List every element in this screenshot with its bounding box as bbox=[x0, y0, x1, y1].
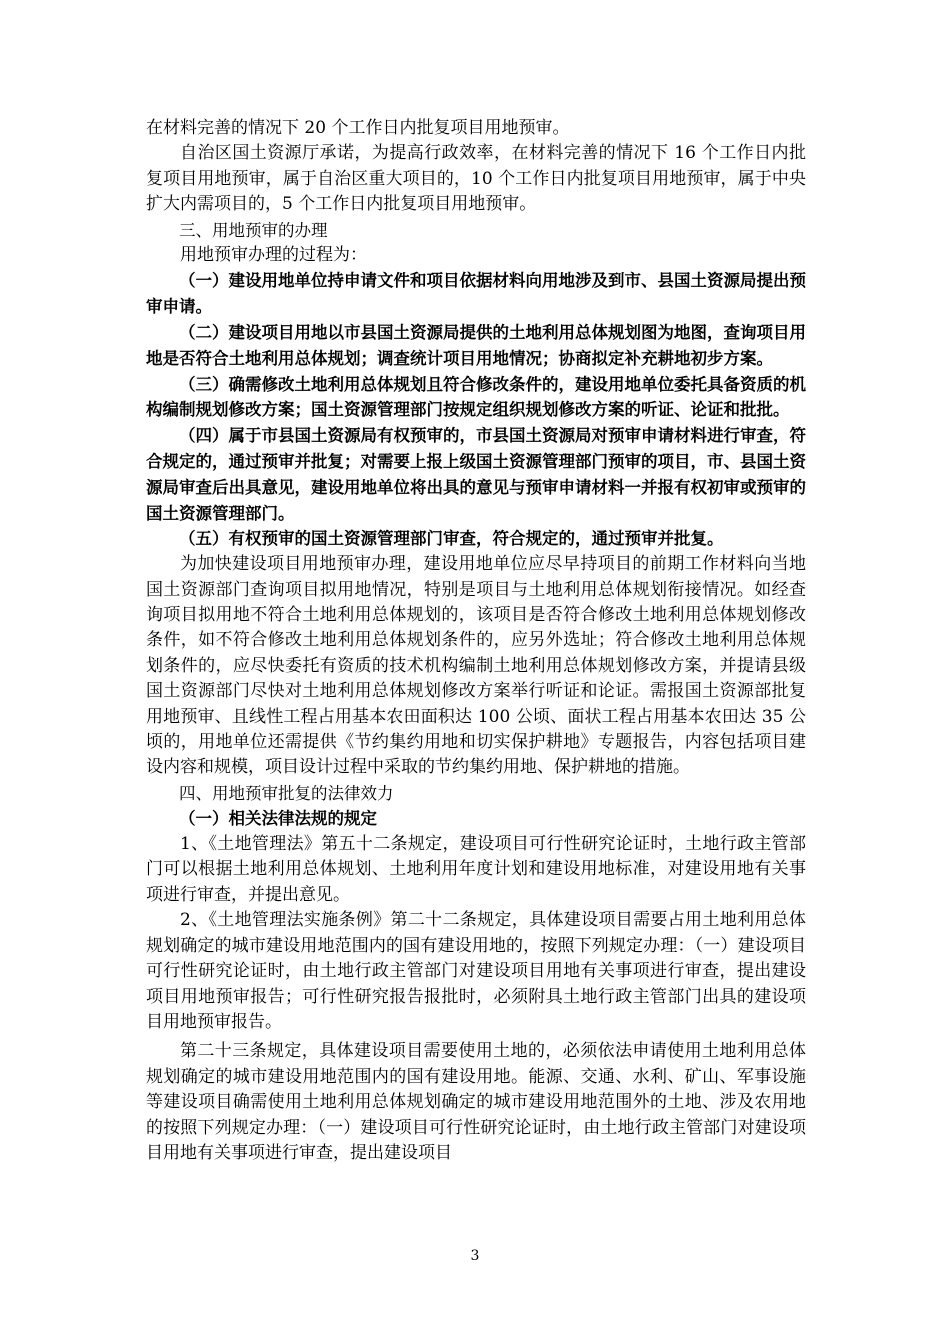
paragraph-13: 2、《土地管理法实施条例》第二十二条规定，具体建设项目需要占用土地利用总体规划确定的城市建设用地范围内的国有建设用地的，按照下列规定办理：（一）建设项目可行性研究论证时，由土地行政主管部门对建设项目用地有关事项进行审查，提出建设项目用地预审报告；可行性研究报告报批时，必须附具土地行政主管部门出具的建设项目用地预审报告。 bbox=[146, 910, 806, 1032]
paragraph-0: 在材料完善的情况下 20 个工作日内批复项目用地预审。 bbox=[146, 118, 570, 138]
section-heading-4: 四、用地预审批复的法律效力 bbox=[179, 783, 394, 803]
page-number: 3 bbox=[470, 1248, 480, 1264]
step-5: （五）有权预审的国土资源管理部门审查，符合规定的，通过预审并批复。 bbox=[179, 529, 724, 549]
step-3: （三）确需修改土地利用总体规划且符合修改条件的，建设用地单位委托具备资质的机构编制规划修改方案；国土资源管理部门按规定组织规划修改方案的听证、论证和批批。 bbox=[146, 374, 806, 420]
section-heading-3: 三、用地预审的办理 bbox=[179, 220, 328, 240]
step-4: （四）属于市县国土资源局有权预审的，市县国土资源局对预审申请材料进行审查，符合规定的，通过预审并批复；对需要上报上级国土资源管理部门预审的项目，市、县国土资源局审查后出具意见，建设用地单位将出具的意见与预审申请材料一并报有权初审或预审的国土资源管理部门。 bbox=[146, 426, 806, 523]
subsection-heading: （一）相关法律法规的规定 bbox=[179, 809, 377, 829]
paragraph-1: 自治区国土资源厅承诺，为提高行政效率，在材料完善的情况下 16 个工作日内批复项目用地预审，属于自治区重大项目的，10 个工作日内批复项目用地预审，属于中央扩大内需项目的，5 个工作日内批复项目用地预审。 bbox=[146, 143, 806, 215]
document-body bbox=[146, 116, 806, 1166]
paragraph-14: 第二十三条规定，具体建设项目需要使用土地的，必须依法申请使用土地利用总体规划确定的城市建设用地范围内的国有建设用地。能源、交通、水利、矿山、军事设施等建设项目确需使用土地利用总体规划确定的城市建设用地范围外的土地、涉及农用地的按照下列规定办理：（一）建设项目可行性研究论证时，由土地行政主管部门对建设项目用地有关事项进行审查，提出建设项目 bbox=[146, 1041, 806, 1163]
paragraph-12: 1、《土地管理法》第五十二条规定，建设项目可行性研究论证时，土地行政主管部门可以根据土地利用总体规划、土地利用年度计划和建设用地标准，对建设用地有关事项进行审查，并提出意见。 bbox=[146, 834, 806, 905]
paragraph-9: 为加快建设项目用地预审办理，建设用地单位应尽早持项目的前期工作材料向当地国土资源部门查询项目拟用地情况，特别是项目与土地利用总体规划衔接情况。如经查询项目拟用地不符合土地利用总体规划的，该项目是否符合修改土地利用总体规划修改条件，如不符合修改土地利用总体规划条件的，应另外选址；符合修改土地利用总体规划条件的，应尽快委托有资质的技术机构编制土地利用总体规划修改方案，并提请县级国土资源部门尽快对土地利用总体规划修改方案举行听证和论证。需报国土资源部批复用地预审、且线性工程占用基本农田面积达 100 公顷、面状工程占用基本农田达 35 公顷的，用地单位还需提供《节约集约用地和切实保护耕地》专题报告，内容包括项目建设内容和规模，项目设计过程中采取的节约集约用地、保护耕地的措施。 bbox=[146, 554, 806, 778]
step-2: （二）建设项目用地以市县国土资源局提供的土地利用总体规划图为地图，查询项目用地是否符合土地利用总体规划；调查统计项目用地情况；协商拟定补充耕地初步方案。 bbox=[146, 323, 806, 368]
paragraph-3: 用地预审办理的过程为： bbox=[180, 245, 367, 266]
step-1: （一）建设用地单位持申请文件和项目依据材料向用地涉及到市、县国土资源局提出预审申请。 bbox=[146, 271, 806, 317]
